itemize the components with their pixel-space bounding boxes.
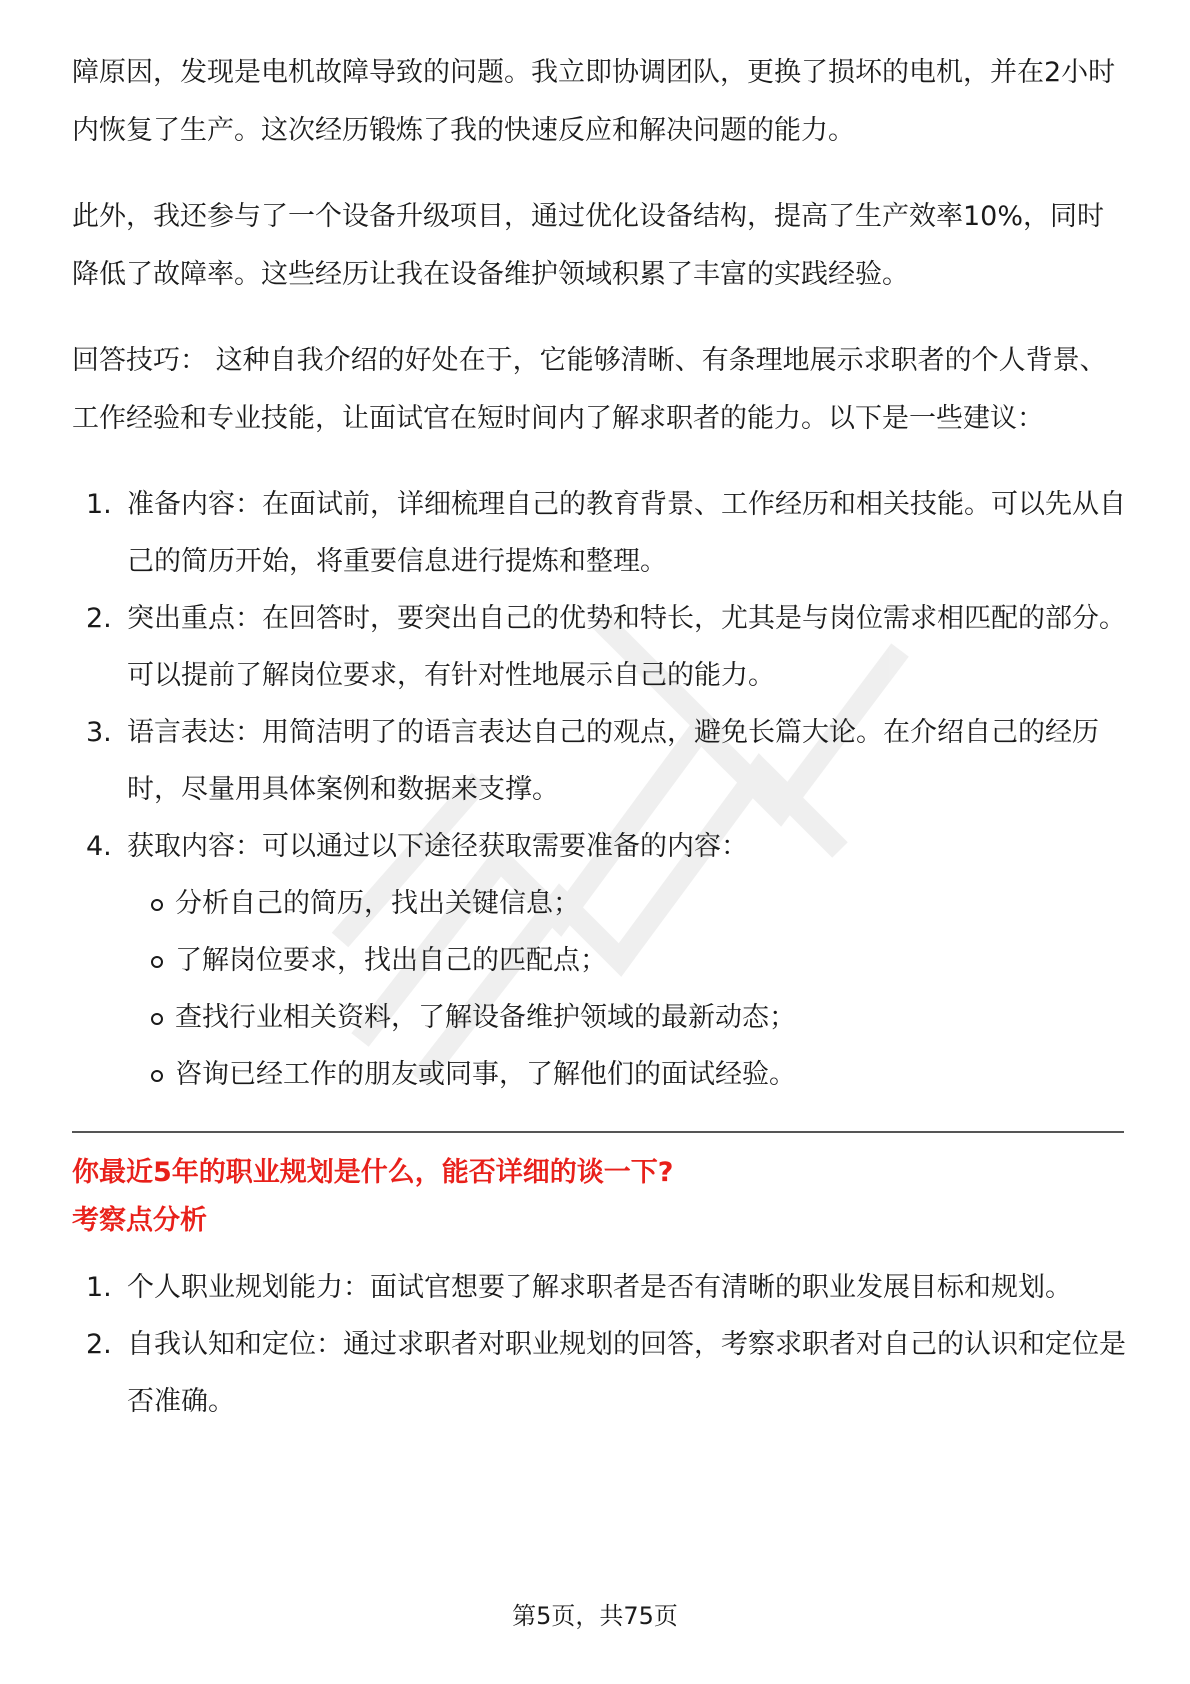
- list-item: [72, 476, 1130, 590]
- section-divider: [72, 1131, 1124, 1133]
- circle-bullet-icon: [151, 956, 163, 968]
- list-item-text: 准备内容：在面试前，详细梳理自己的教育背景、工作经历和相关技能。可以先从自己的简历开始，将重要信息进行提炼和整理。: [127, 489, 1126, 577]
- page-footer: 第5页，共75页: [512, 1602, 678, 1630]
- list-number: 3.: [86, 717, 112, 748]
- paragraph-experience: 障原因，发现是电机故障导致的问题。我立即协调团队，更换了损坏的电机，并在2小时内恢复了生产。这次经历锻炼了我的快速反应和解决问题的能力。: [72, 57, 1116, 146]
- analysis-heading: 考察点分析: [72, 1205, 207, 1236]
- sublist-item-text: 了解岗位要求，找出自己的匹配点；: [175, 945, 607, 976]
- list-item: [72, 1316, 1130, 1430]
- list-number: 4.: [86, 831, 112, 862]
- list-item: [72, 818, 1130, 1103]
- page-content: [72, 44, 1130, 1458]
- sublist-item-text: 分析自己的简历，找出关键信息；: [175, 888, 580, 919]
- sources-sublist: [127, 875, 1130, 1103]
- list-number: 2.: [86, 603, 112, 634]
- sublist-item: [127, 989, 1130, 1046]
- circle-bullet-icon: [151, 1013, 163, 1025]
- paragraph-upgrade-project: 此外，我还参与了一个设备升级项目，通过优化设备结构，提高了生产效率10%，同时降低了故障率。这些经历让我在设备维护领域积累了丰富的实践经验。: [72, 201, 1105, 290]
- list-number: 2.: [86, 1329, 112, 1360]
- list-item: [72, 704, 1130, 818]
- sublist-item: [127, 875, 1130, 932]
- sublist-item: [127, 932, 1130, 989]
- list-item-text: 获取内容：可以通过以下途径获取需要准备的内容：: [127, 831, 748, 862]
- question-title: 你最近5年的职业规划是什么，能否详细的谈一下?: [72, 1157, 674, 1188]
- sublist-item-text: 咨询已经工作的朋友或同事，了解他们的面试经验。: [175, 1059, 796, 1090]
- circle-bullet-icon: [151, 1070, 163, 1082]
- list-number: 1.: [86, 1272, 112, 1303]
- tips-list: [72, 476, 1130, 1103]
- list-item-text: 突出重点：在回答时，要突出自己的优势和特长，尤其是与岗位需求相匹配的部分。可以提前了解岗位要求，有针对性地展示自己的能力。: [127, 603, 1126, 691]
- sublist-item: [127, 1046, 1130, 1103]
- list-number: 1.: [86, 489, 112, 520]
- list-item-text: 个人职业规划能力：面试官想要了解求职者是否有清晰的职业发展目标和规划。: [127, 1272, 1072, 1303]
- list-item-text: 自我认知和定位：通过求职者对职业规划的回答，考察求职者对自己的认识和定位是否准确。: [127, 1329, 1126, 1417]
- circle-bullet-icon: [151, 899, 163, 911]
- sublist-item-text: 查找行业相关资料，了解设备维护领域的最新动态；: [175, 1002, 796, 1033]
- list-item: [72, 590, 1130, 704]
- list-item: [72, 1259, 1130, 1316]
- analysis-points-list: [72, 1259, 1130, 1430]
- list-item-text: 语言表达：用简洁明了的语言表达自己的观点，避免长篇大论。在介绍自己的经历时，尽量用具体案例和数据来支撑。: [127, 717, 1099, 805]
- paragraph-answer-tips: 回答技巧： 这种自我介绍的好处在于，它能够清晰、有条理地展示求职者的个人背景、工作经验和专业技能，让面试官在短时间内了解求职者的能力。以下是一些建议：: [72, 345, 1107, 434]
